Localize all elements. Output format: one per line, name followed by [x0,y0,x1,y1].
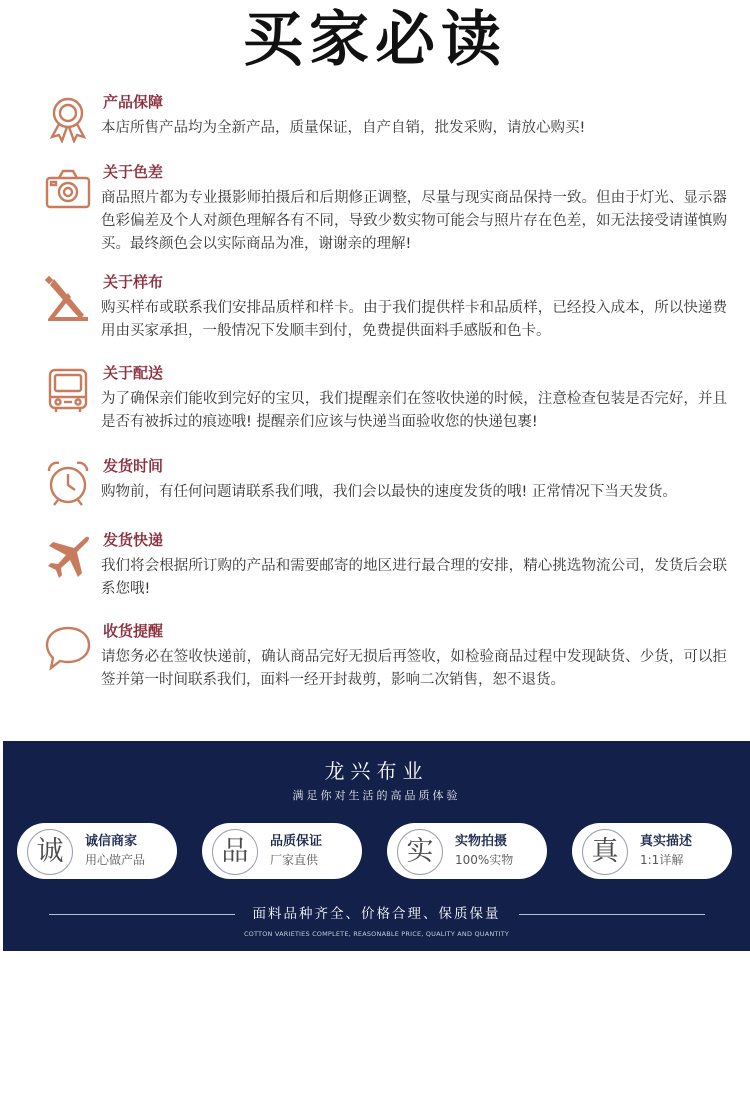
badge-title: 实物拍摄 [455,834,508,849]
item-text: 购物前，有任何问题请联系我们哦，我们会以最快的速度发货的哦! 正常情况下当天发货。 [101,484,677,500]
badge-subtitle: 100%实物 [455,853,514,867]
badge-honest-merchant [17,823,177,879]
delivery-truck-icon [44,366,92,414]
badge-char-icon: 真 [582,829,628,875]
camera-icon [44,165,92,213]
speech-bubble-icon [44,624,92,672]
item-text: 购买样布或联系我们安排品质样和样卡。由于我们提供样卡和品质样，已经投入成本，所以快递费用由买家承担，一般情况下发顺丰到付，免费提供面料手感版和色卡。 [101,300,727,339]
item-text: 请您务必在签收快递前，确认商品完好无损后再签收，如检验商品过程中发现缺货、少货，可以拒签并第一时间联系我们，面料一经开封裁剪，影响二次销售，恕不退货。 [101,649,727,688]
award-ribbon-icon [44,95,92,143]
brand-name: 龙兴布业 [324,759,429,783]
badge-title: 品质保证 [270,834,323,849]
page-title: 买家必读 [243,5,507,75]
badge-char-icon: 诚 [27,829,73,875]
footer-tagline-english: COTTON VARIETIES COMPLETE, REASONABLE PRICE, QUALITY AND QUANTITY [243,930,510,938]
airplane-icon [44,533,92,581]
badge-quality-guarantee [202,823,362,879]
item-text: 为了确保亲们能收到完好的宝贝，我们提醒亲们在签收快递的时候，注意检查包装是否完好，并且是否有被拆过的痕迹哦! 提醒亲们应该与快递当面验收您的快递包裹! [101,391,727,430]
item-title: 发货快递 [103,531,164,549]
badge-subtitle: 厂家直供 [270,853,319,867]
badge-true-description [572,823,732,879]
badge-subtitle: 1:1详解 [640,853,684,867]
badge-real-photos [387,823,547,879]
badge-title: 诚信商家 [85,834,138,849]
footer-tagline: 面料品种齐全、价格合理、保质保量 [252,906,501,922]
badge-char-icon: 实 [397,829,443,875]
item-text: 我们将会根据所订购的产品和需要邮寄的地区进行最合理的安排，精心挑选物流公司，发货后会联系您哦! [101,558,727,597]
badge-subtitle: 用心做产品 [85,853,146,867]
badge-char-icon: 品 [212,829,258,875]
item-text: 商品照片都为专业摄影师拍摄后和后期修正调整，尽量与现实商品保持一致。但由于灯光、显示器色彩偏差及个人对颜色理解各有不同，导致少数实物可能会与照片存在色差，如无法接受请谨慎购买。最终颜色会以实际商品为准，谢谢亲的理解! [101,190,727,252]
brand-footer-band [3,741,750,951]
item-title: 关于样布 [103,273,164,291]
item-title: 关于色差 [103,163,164,181]
badge-title: 真实描述 [640,834,693,849]
item-title: 发货时间 [103,457,164,475]
item-title: 关于配送 [103,364,164,382]
item-text: 本店所售产品均为全新产品，质量保证，自产自销，批发采购，请放心购买! [101,120,586,136]
item-title: 产品保障 [103,93,164,111]
ruler-pencil-icon [44,275,92,323]
alarm-clock-icon [44,459,92,507]
brand-slogan: 满足你对生活的高品质体验 [292,789,461,802]
item-title: 收货提醒 [103,622,164,640]
